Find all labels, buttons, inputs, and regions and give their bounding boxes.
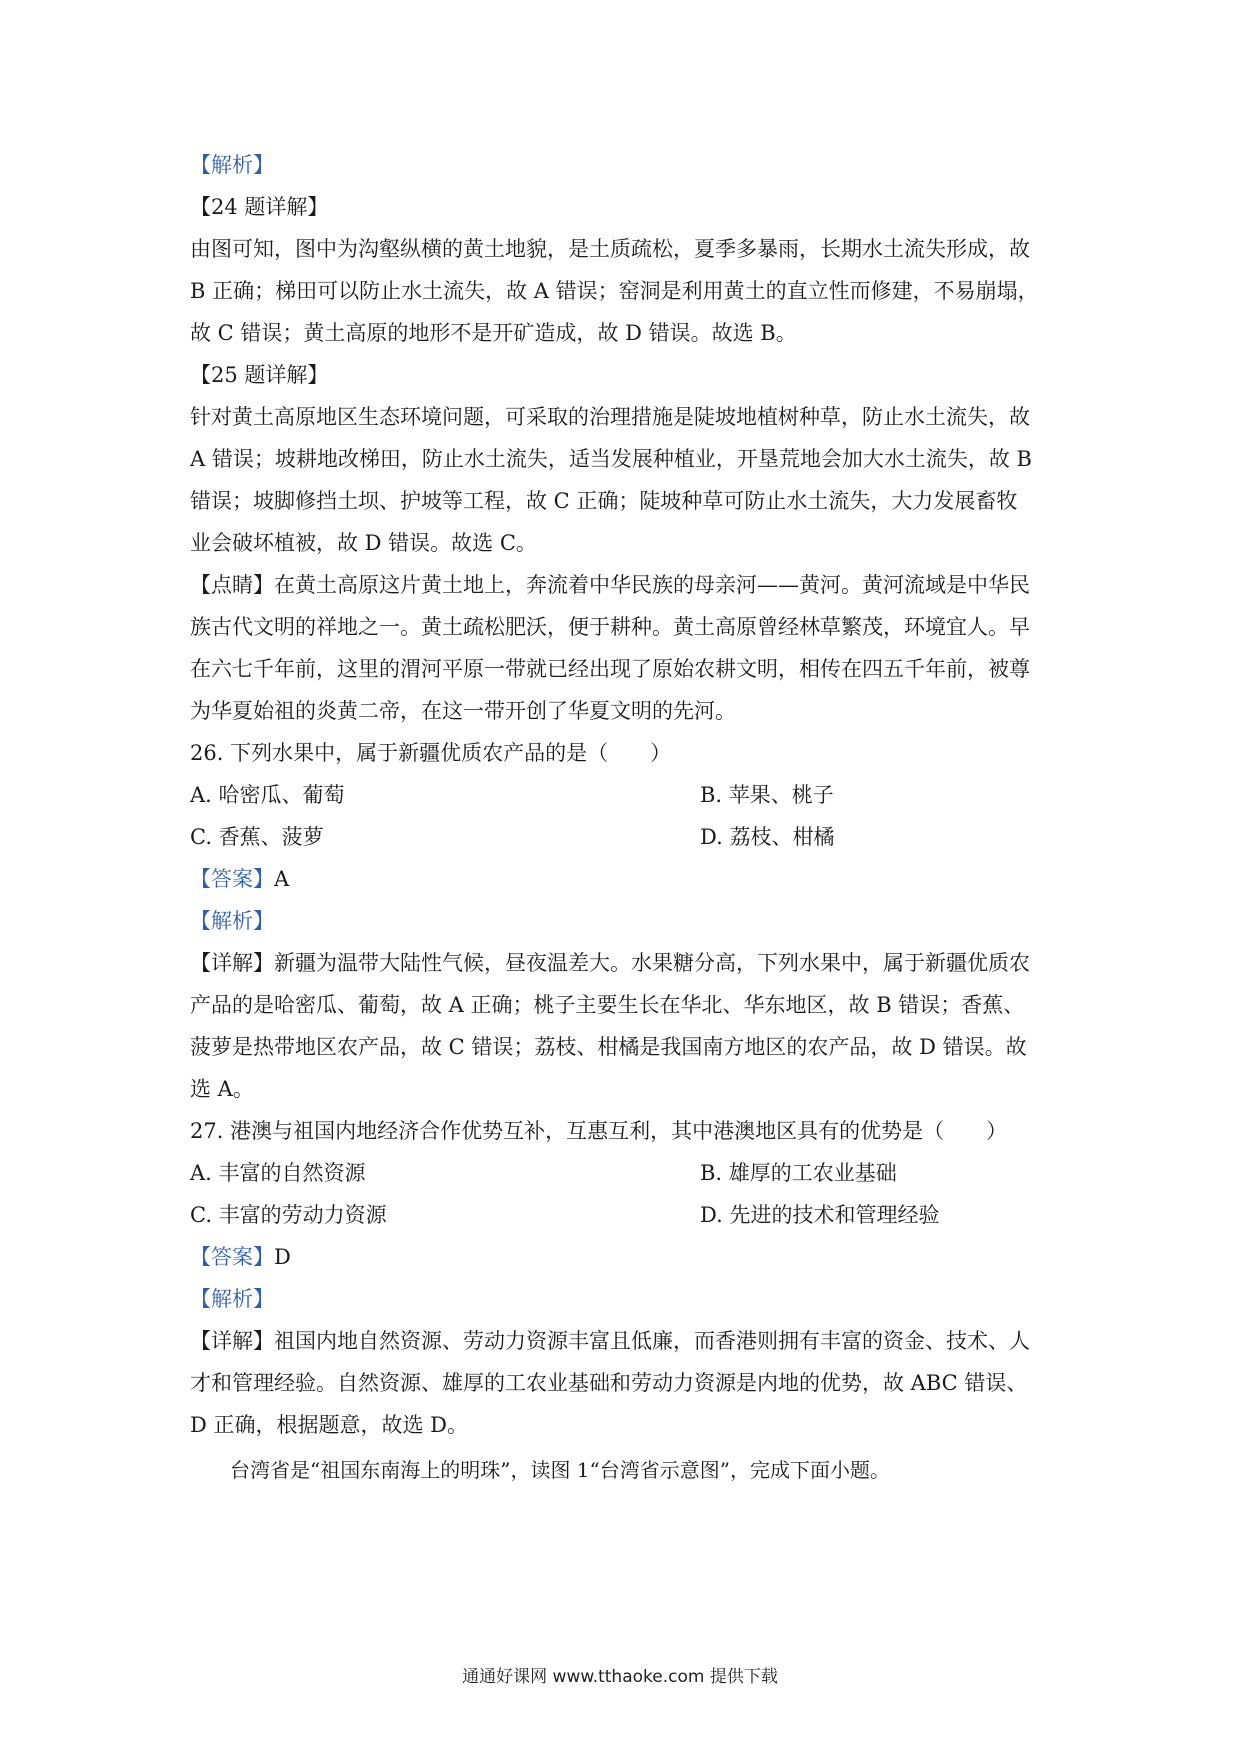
q27-options-row: [190, 1158, 1060, 1188]
detail-25-title: 【25 题详解】: [190, 363, 329, 387]
question-27-stem: 27. 港澳与祖国内地经济合作优势互补，互惠互利，其中港澳地区具有的优势是（ ）: [190, 1119, 1008, 1143]
q27-option-c: C. 丰富的劳动力资源: [190, 1203, 387, 1227]
highlight-line: 为华夏始祖的炎黄二帝，在这一带开创了华夏文明的先河。: [190, 699, 736, 723]
detail-25-line: 错误；坡脚修挡土坝、护坡等工程，故 C 正确；陡坡种草可防止水土流失，大力发展畜牧: [190, 489, 1018, 513]
q26-detail-line: 菠萝是热带地区农产品，故 C 错误；荔枝、柑橘是我国南方地区的农产品，故 D 错误。故: [190, 1035, 1027, 1059]
q27-option-a: A. 丰富的自然资源: [190, 1161, 366, 1185]
detail-24-line: B 正确；梯田可以防止水土流失，故 A 错误；窑洞是利用黄土的直立性而修建，不易崩塌，: [190, 279, 1039, 303]
highlight-line: 【点睛】在黄土高原这片黄土地上，奔流着中华民族的母亲河——黄河。黄河流域是中华民: [190, 573, 1030, 597]
q27-options-row: [190, 1200, 1060, 1230]
q26-detail-line: 选 A。: [190, 1077, 254, 1101]
q26-detail-line: 产品的是哈密瓜、葡萄，故 A 正确；桃子主要生长在华北、华东地区，故 B 错误；香蕉、: [190, 993, 1025, 1017]
analysis-label: 【解析】: [190, 153, 274, 177]
answer-value: A: [274, 867, 290, 891]
answer-value: D: [274, 1245, 291, 1269]
question-26-stem: 26. 下列水果中，属于新疆优质农产品的是（ ）: [190, 741, 672, 765]
analysis-label: 【解析】: [190, 909, 274, 933]
footer-source: 通通好课网 www.tthaoke.com 提供下载: [462, 1667, 778, 1687]
q27-option-b: B. 雄厚的工农业基础: [700, 1161, 897, 1185]
q27-answer: [190, 1242, 1060, 1272]
detail-25-line: 针对黄土高原地区生态环境问题，可采取的治理措施是陡坡地植树种草，防止水土流失，故: [190, 405, 1030, 429]
q26-option-b: B. 苹果、桃子: [700, 783, 834, 807]
detail-24-line: 由图可知，图中为沟壑纵横的黄土地貌，是土质疏松，夏季多暴雨，长期水土流失形成，故: [190, 237, 1030, 261]
q27-detail-line: D 正确，根据题意，故选 D。: [190, 1413, 469, 1437]
q26-detail-line: 【详解】新疆为温带大陆性气候，昼夜温差大。水果糖分高，下列水果中，属于新疆优质农: [190, 951, 1030, 975]
q27-option-d: D. 先进的技术和管理经验: [700, 1203, 940, 1227]
q26-option-d: D. 荔枝、柑橘: [700, 825, 835, 849]
q27-detail-line: 才和管理经验。自然资源、雄厚的工农业基础和劳动力资源是内地的优势，故 ABC 错误、: [190, 1371, 1028, 1395]
answer-label: 【答案】: [190, 1245, 274, 1269]
taiwan-intro: 台湾省是“祖国东南海上的明珠”，读图 1“台湾省示意图”，完成下面小题。: [230, 1458, 890, 1482]
q26-options-row: [190, 822, 1060, 852]
analysis-label: 【解析】: [190, 1287, 274, 1311]
q26-option-a: A. 哈密瓜、葡萄: [190, 783, 345, 807]
highlight-line: 在六七千年前，这里的渭河平原一带就已经出现了原始农耕文明，相传在四五千年前，被尊: [190, 657, 1030, 681]
highlight-line: 族古代文明的祥地之一。黄土疏松肥沃，便于耕种。黄土高原曾经林草繁茂，环境宜人。早: [190, 615, 1030, 639]
detail-25-line: 业会破坏植被，故 D 错误。故选 C。: [190, 531, 537, 555]
q27-detail-line: 【详解】祖国内地自然资源、劳动力资源丰富且低廉，而香港则拥有丰富的资金、技术、人: [190, 1329, 1030, 1353]
q26-answer: [190, 864, 1060, 894]
detail-24-title: 【24 题详解】: [190, 195, 329, 219]
q26-options-row: [190, 780, 1060, 810]
q26-option-c: C. 香蕉、菠萝: [190, 825, 324, 849]
detail-25-line: A 错误；坡耕地改梯田，防止水土流失，适当发展种植业，开垦荒地会加大水土流失，故 B: [190, 447, 1032, 471]
answer-label: 【答案】: [190, 867, 274, 891]
detail-24-line: 故 C 错误；黄土高原的地形不是开矿造成，故 D 错误。故选 B。: [190, 321, 797, 345]
